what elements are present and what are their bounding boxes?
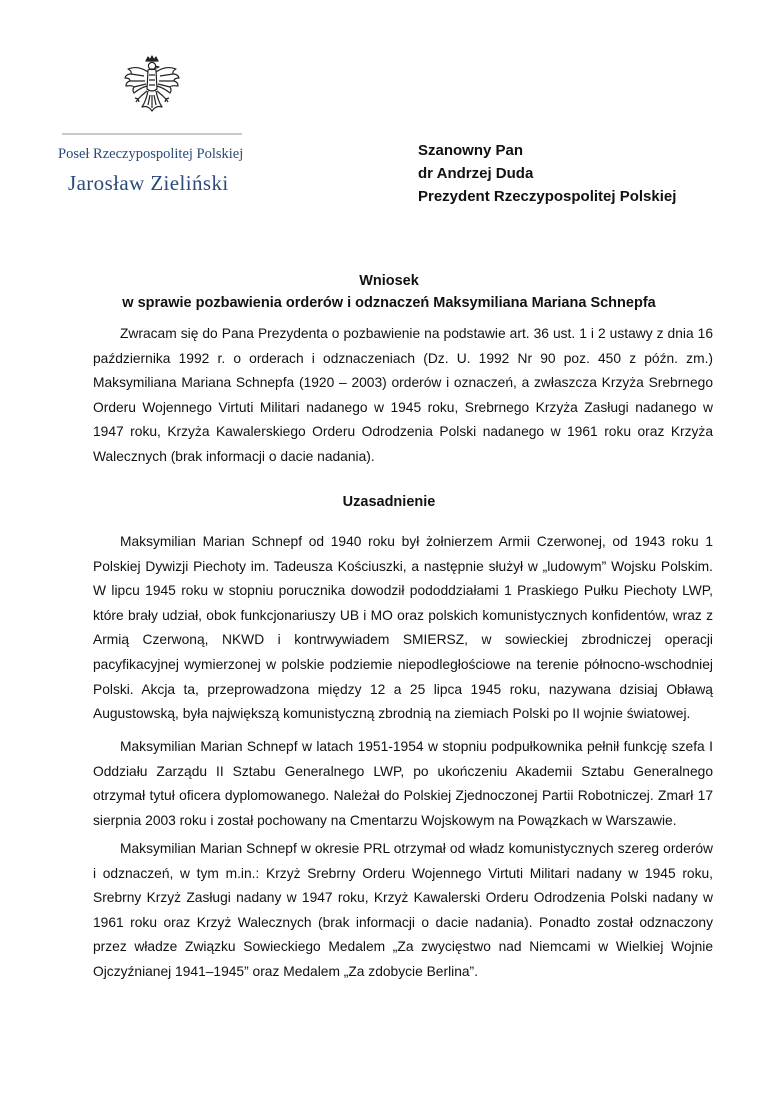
title-line-2: w sprawie pozbawienia orderów i odznaczeń Maksymiliana Mariana Schnepfa [122,295,656,311]
addressee-block [418,139,676,208]
request-paragraph: Zwracam się do Pana Prezydenta o pozbawienie na podstawie art. 36 ust. 1 i 2 ustawy z dnia 16 października 1992 r. o orderach i odznaczeniach (Dz. U. 1992 Nr 90 poz. 450 z późn. zm.) Maksymiliana Mariana Schnepfa (1920 – 2003) orderów i oznaczeń, a zwłaszcza Krzyża Srebrnego Orderu Wojennego Virtuti Militari nadanego w 1945 roku, Srebrnego Krzyża Zasługi nadanego w 1947 roku, Krzyża Kawalerskiego Orderu Odrodzenia Polski nadanego w 1961 roku oraz Krzyża Walecznych (brak informacji o dacie nadania). [93,326,713,464]
justification-paragraph-1: Maksymilian Marian Schnepf od 1940 roku był żołnierzem Armii Czerwonej, od 1943 roku 1 Polskiej Dywizji Piechoty im. Tadeusza Kościuszki, a następnie służył w „ludowym” Wojsku Polskim. W lipcu 1945 roku w stopniu porucznika dowodził pododdziałami 1 Praskiego Pułku Piechoty LWP, które brały udział, obok funkcjonariuszy UB i MO oraz polskich komunistycznych konfidentów, wraz z Armią Czerwoną, NKWD i kontrwywiadem SMIERSZ, w sowieckiej zbrodniczej operacji pacyfikacyjnej wymierzonej w polskie podziemie niepodległościowe na terenie północno-wschodniej Polski. Akcja ta, przeprowadzona między 12 a 25 lipca 1945 roku, nazywana dzisiaj Obławą Augustowską, była największą komunistyczną zbrodnią na ziemiach Polski po II wojnie światowej. [93,534,713,722]
justification-heading: Uzasadnienie [342,494,436,510]
letterhead-office: Poseł Rzeczypospolitej Polskiej [58,146,244,162]
justification-paragraph-2: Maksymilian Marian Schnepf w latach 1951-1954 w stopniu podpułkownika pełnił funkcję szefa I Oddziału Zarządu II Sztabu Generalnego LWP, po ukończeniu Akademii Sztabu Generalnego otrzymał tytuł oficera dyplomowanego. Należał do Polskiej Zjednoczonej Partii Robotniczej. Zmarł 17 sierpnia 2003 roku i został pochowany na Cmentarzu Wojskowym na Powązkach w Warszawie. [93,739,713,828]
addressee-line-3: Prezydent Rzeczypospolitej Polskiej [418,188,677,205]
letterhead-divider [62,133,242,135]
title-line-1: Wniosek [359,273,419,289]
document-title [60,270,718,314]
addressee-line-2: dr Andrzej Duda [418,165,534,182]
addressee-line-1: Szanowny Pan [418,142,524,159]
white-eagle-emblem-icon [122,55,182,123]
letterhead-name: Jarosław Zieliński [68,171,229,195]
justification-paragraph-3: Maksymilian Marian Schnepf w okresie PRL otrzymał od władz komunistycznych szereg orderów i odznaczeń, w tym m.in.: Krzyż Srebrny Orderu Wojennego Virtuti Militari nadany w 1945 roku, Srebrny Krzyż Zasługi nadany w 1947 roku, Krzyż Kawalerski Orderu Odrodzenia Polski nadany w 1961 roku oraz Krzyż Walecznych (brak informacji o dacie nadania). Ponadto został odznaczony przez władze Związku Sowieckiego Medalem „Za zwycięstwo nad Niemcami w Wielkiej Wojnie Ojczyźnianej 1941–1945” oraz Medalem „Za zdobycie Berlina”. [93,841,713,979]
